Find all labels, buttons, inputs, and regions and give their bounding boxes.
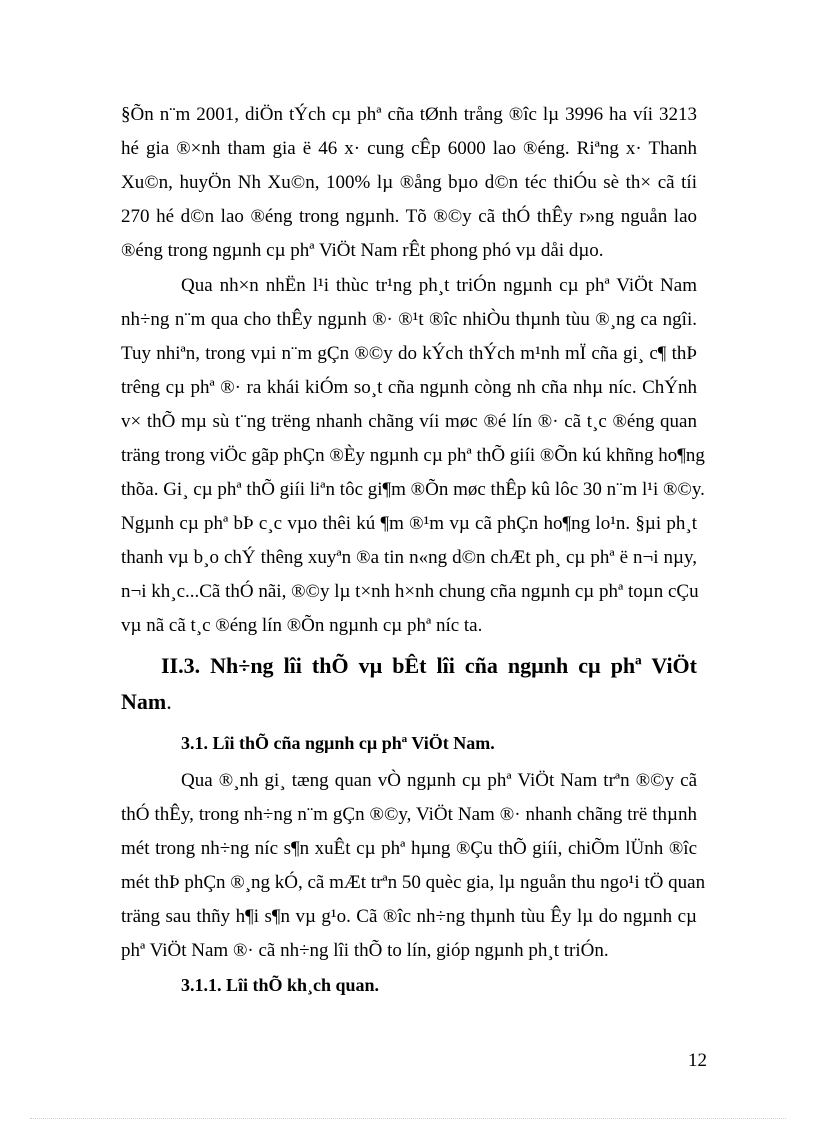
paragraph-3-line-1: Qua ®¸nh gi¸ tæng quan vÒ ngµnh cµ phª ViÖt Nam trªn ®©y cã [181, 770, 697, 791]
paragraph-2-line-6: träng trong viÖc gãp phÇn ®Èy ngµnh cµ phª thÕ giíi ®Õn kú khñng ho¶ng [121, 445, 705, 466]
paragraph-3-line-2: thÓ thÊy, trong nh÷ng n¨m gÇn ®©y, ViÖt Nam ®· nhanh chãng trë thµnh [121, 804, 697, 825]
paragraph-2-line-7: thõa. Gi¸ cµ phª thÕ giíi liªn tôc gi¶m ®Õn møc thÊp kû lôc 30 n¨m l¹i ®©y. [121, 479, 705, 500]
paragraph-2-line-5: v× thÕ mµ sù t¨ng trëng nhanh chãng víi møc ®é lín ®· cã t¸c ®éng quan [121, 411, 697, 432]
paragraph-2-line-11: vµ nã cã t¸c ®éng lín ®Õn ngµnh cµ phª níc ta. [121, 615, 483, 636]
paragraph-2-line-3: Tuy nhiªn, trong vµi n¨m gÇn ®©y do kÝch thÝch m¹nh mÏ cña gi¸ c¶ thÞ [121, 343, 697, 364]
paragraph-3-line-3: mét trong nh÷ng níc s¶n xuÊt cµ phª hµng ®Çu thÕ giíi, chiÕm lÜnh ®îc [121, 838, 697, 859]
paragraph-1-line-4: 270 hé d©n lao ®éng trong ngµnh. Tõ ®©y cã thÓ thÊy r»ng nguån lao [121, 206, 697, 227]
paragraph-2-line-9: thanh vµ b¸o chÝ thêng xuyªn ®a tin n«ng d©n chÆt ph¸ cµ phª ë n¬i nµy, [121, 547, 697, 568]
paragraph-1-line-1: §Õn n¨m 2001, diÖn tÝch cµ phª cña tØnh trång ®îc lµ 3996 ha víi 3213 [121, 104, 697, 125]
paragraph-2-line-2: nh÷ng n¨m qua cho thÊy ngµnh ®· ®¹t ®îc nhiÒu thµnh tùu ®¸ng ca ngîi. [121, 309, 697, 330]
subheading-3-1-1: 3.1.1. Lîi thÕ kh¸ch quan. [181, 975, 380, 995]
section-heading-line-2 [121, 688, 172, 716]
paragraph-3-line-4: mét thÞ phÇn ®¸ng kÓ, cã mÆt trªn 50 quèc gia, lµ nguån thu ngo¹i tÖ quan [121, 872, 706, 893]
paragraph-2-line-10: n¬i kh¸c...Cã thÓ nãi, ®©y lµ t×nh h×nh chung cña ngµnh cµ phª toµn cÇu [121, 581, 699, 602]
section-heading-word: Nam [121, 689, 167, 714]
paragraph-2-line-1: Qua nh×n nhËn l¹i thùc tr¹ng ph¸t triÓn ngµnh cµ phª ViÖt Nam [181, 275, 697, 296]
subheading-3-1: 3.1. Lîi thÕ cña ngµnh cµ phª ViÖt Nam. [181, 733, 495, 753]
section-heading-period: . [166, 689, 172, 714]
paragraph-1-line-2: hé gia ®×nh tham gia ë 46 x· cung cÊp 6000 lao ®éng. Riªng x· Thanh [121, 138, 697, 159]
paragraph-1-line-5: ®éng trong ngµnh cµ phª ViÖt Nam rÊt phong phó vµ dåi dµo. [121, 240, 604, 261]
section-heading-line-1: II.3. Nh÷ng lîi thÕ vµ bÊt lîi cña ngµnh cµ phª ViÖt [161, 653, 697, 678]
paragraph-3-line-6: phª ViÖt Nam ®· cã nh÷ng lîi thÕ to lín, gióp ngµnh ph¸t triÓn. [121, 940, 609, 961]
footer-divider [30, 1118, 786, 1119]
page-number: 12 [688, 1050, 707, 1071]
paragraph-2-line-4: trêng cµ phª ®· ra khái kiÓm so¸t cña ngµnh còng nh cña nhµ níc. ChÝnh [121, 377, 697, 398]
paragraph-3-line-5: träng sau thñy h¶i s¶n vµ g¹o. Cã ®îc nh÷ng thµnh tùu Êy lµ do ngµnh cµ [121, 906, 697, 927]
paragraph-1-line-3: Xu©n, huyÖn Nh Xu©n, 100% lµ ®ång bµo d©n téc thiÓu sè th× cã tíi [121, 172, 697, 193]
paragraph-2-line-8: Ngµnh cµ phª bÞ c¸c vµo thêi kú ¶m ®¹m vµ cã phÇn ho¶ng lo¹n. §µi ph¸t [121, 513, 697, 534]
